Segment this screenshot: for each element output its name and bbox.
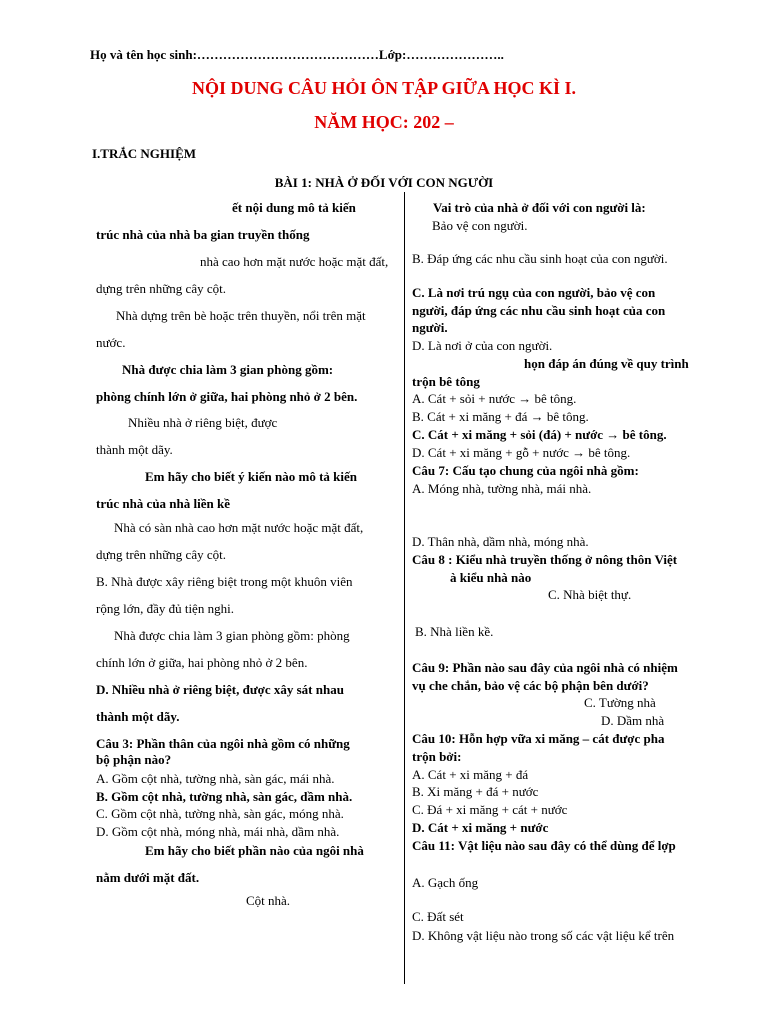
- q7-option: D. Thân nhà, dầm nhà, móng nhà.: [412, 534, 589, 549]
- q2-option: Nhà có sàn nhà cao hơn mặt nước hoặc mặt đất,: [114, 520, 364, 535]
- section-heading: I.TRẮC NGHIỆM: [92, 146, 197, 161]
- q3-option: B. Gồm cột nhà, tường nhà, sàn gác, dầm nhà.: [96, 789, 353, 804]
- q4-stem: Em hãy cho biết phần nào của ngôi nhà: [145, 843, 364, 858]
- q11-option: D. Không vật liệu nào trong số các vật liệu kể trên: [412, 928, 675, 943]
- q6-stem: họn đáp án đúng về quy trình: [524, 356, 689, 371]
- q5-option: người, đáp ứng các nhu cầu sinh hoạt của con: [412, 303, 666, 318]
- q5-option: C. Là nơi trú ngụ của con người, bảo vệ con: [412, 285, 656, 300]
- q2-option: D. Nhiều nhà ở riêng biệt, được xây sát nhau: [96, 682, 344, 697]
- q6-option: B. Cát + xi măng + đá → bê tông.: [412, 409, 589, 424]
- q4-stem: nằm dưới mặt đất.: [96, 870, 200, 885]
- q2-stem: trúc nhà của nhà liền kề: [96, 496, 230, 511]
- q3-option: A. Gồm cột nhà, tường nhà, sàn gác, mái nhà.: [96, 771, 335, 786]
- q10-option: C. Đá + xi măng + cát + nước: [412, 802, 568, 817]
- q1-option: nước.: [96, 335, 126, 350]
- q10-option: A. Cát + xi măng + đá: [412, 767, 529, 782]
- q11-option: A. Gạch ống: [412, 875, 479, 890]
- q5-option: B. Đáp ứng các nhu cầu sinh hoạt của con người.: [412, 251, 668, 266]
- q9-option: C. Tường nhà: [584, 695, 656, 710]
- q3-stem: Câu 3: Phần thân của ngôi nhà gồm có những: [96, 736, 350, 751]
- q2-stem: Em hãy cho biết ý kiến nào mô tả kiến: [145, 469, 357, 484]
- q6-stem: trộn bê tông: [412, 374, 480, 389]
- q2-option: thành một dãy.: [96, 709, 180, 724]
- q1-option: nhà cao hơn mặt nước hoặc mặt đất,: [200, 254, 389, 269]
- q6-option: D. Cát + xi măng + gỗ + nước → bê tông.: [412, 445, 631, 460]
- q3-option: D. Gồm cột nhà, móng nhà, mái nhà, dầm nhà.: [96, 824, 340, 839]
- q4-option: Cột nhà.: [246, 893, 291, 908]
- q1-option: Nhiều nhà ở riêng biệt, được: [128, 415, 278, 430]
- q6-option: C. Cát + xi măng + sỏi (đá) + nước → bê tông.: [412, 427, 667, 442]
- q1-option: dựng trên những cây cột.: [96, 281, 226, 296]
- q7-stem: Câu 7: Cấu tạo chung của ngôi nhà gồm:: [412, 463, 639, 478]
- q2-option: B. Nhà được xây riêng biệt trong một khuôn viên: [96, 574, 353, 589]
- q1-option: Nhà được chia làm 3 gian phòng gồm:: [122, 362, 334, 377]
- q9-stem: Câu 9: Phần nào sau đây của ngôi nhà có nhiệm: [412, 660, 678, 675]
- q8-option: B. Nhà liền kề.: [415, 624, 494, 639]
- school-year-title: NĂM HỌC: 202 –: [314, 112, 454, 132]
- q9-option: D. Dầm nhà: [601, 713, 665, 728]
- q7-option: A. Móng nhà, tường nhà, mái nhà.: [412, 481, 592, 496]
- column-divider: [404, 192, 405, 984]
- q10-stem: trộn bởi:: [412, 749, 462, 764]
- q8-option: C. Nhà biệt thự.: [548, 587, 632, 602]
- q1-stem: ết nội dung mô tả kiến: [232, 200, 356, 215]
- q2-option: rộng lớn, đầy đủ tiện nghi.: [96, 601, 234, 616]
- q1-option: thành một dãy.: [96, 442, 173, 457]
- q6-option: A. Cát + sỏi + nước → bê tông.: [412, 391, 577, 406]
- q1-option: Nhà dựng trên bè hoặc trên thuyền, nổi trên mặt: [116, 308, 366, 323]
- q10-option: D. Cát + xi măng + nước: [412, 820, 549, 835]
- q2-option: chính lớn ở giữa, hai phòng nhỏ ở 2 bên.: [96, 655, 308, 670]
- q1-option: phòng chính lớn ở giữa, hai phòng nhỏ ở 2 bên.: [96, 389, 358, 404]
- q1-stem: trúc nhà của nhà ba gian truyền thống: [96, 227, 310, 242]
- q11-option: C. Đất sét: [412, 909, 464, 924]
- page-title: NỘI DUNG CÂU HỎI ÔN TẬP GIỮA HỌC KÌ I.: [191, 78, 577, 98]
- q8-stem: à kiểu nhà nào: [450, 570, 532, 585]
- q3-stem: bộ phận nào?: [96, 752, 172, 767]
- q5-option: Bảo vệ con người.: [432, 218, 528, 233]
- q9-stem: vụ che chắn, bảo vệ các bộ phận bên dưới?: [412, 678, 649, 693]
- q5-stem: Vai trò của nhà ở đối với con người là:: [433, 200, 646, 215]
- q8-stem: Câu 8 : Kiểu nhà truyền thống ở nông thôn Việt: [412, 552, 678, 567]
- student-info-line: Họ và tên học sinh:……………………………………Lớp:…………………..: [90, 47, 504, 62]
- lesson-heading: BÀI 1: NHÀ Ở ĐỐI VỚI CON NGƯỜI: [274, 175, 494, 190]
- q5-option: người.: [412, 320, 448, 335]
- q10-option: B. Xi măng + đá + nước: [412, 784, 539, 799]
- q10-stem: Câu 10: Hỗn hợp vữa xi măng – cát được pha: [412, 731, 665, 746]
- q3-option: C. Gồm cột nhà, tường nhà, sàn gác, móng nhà.: [96, 806, 344, 821]
- q5-option: D. Là nơi ở của con người.: [412, 338, 553, 353]
- q2-option: Nhà được chia làm 3 gian phòng gồm: phòng: [114, 628, 350, 643]
- q2-option: dựng trên những cây cột.: [96, 547, 226, 562]
- q11-stem: Câu 11: Vật liệu nào sau đây có thể dùng để lợp: [412, 838, 676, 853]
